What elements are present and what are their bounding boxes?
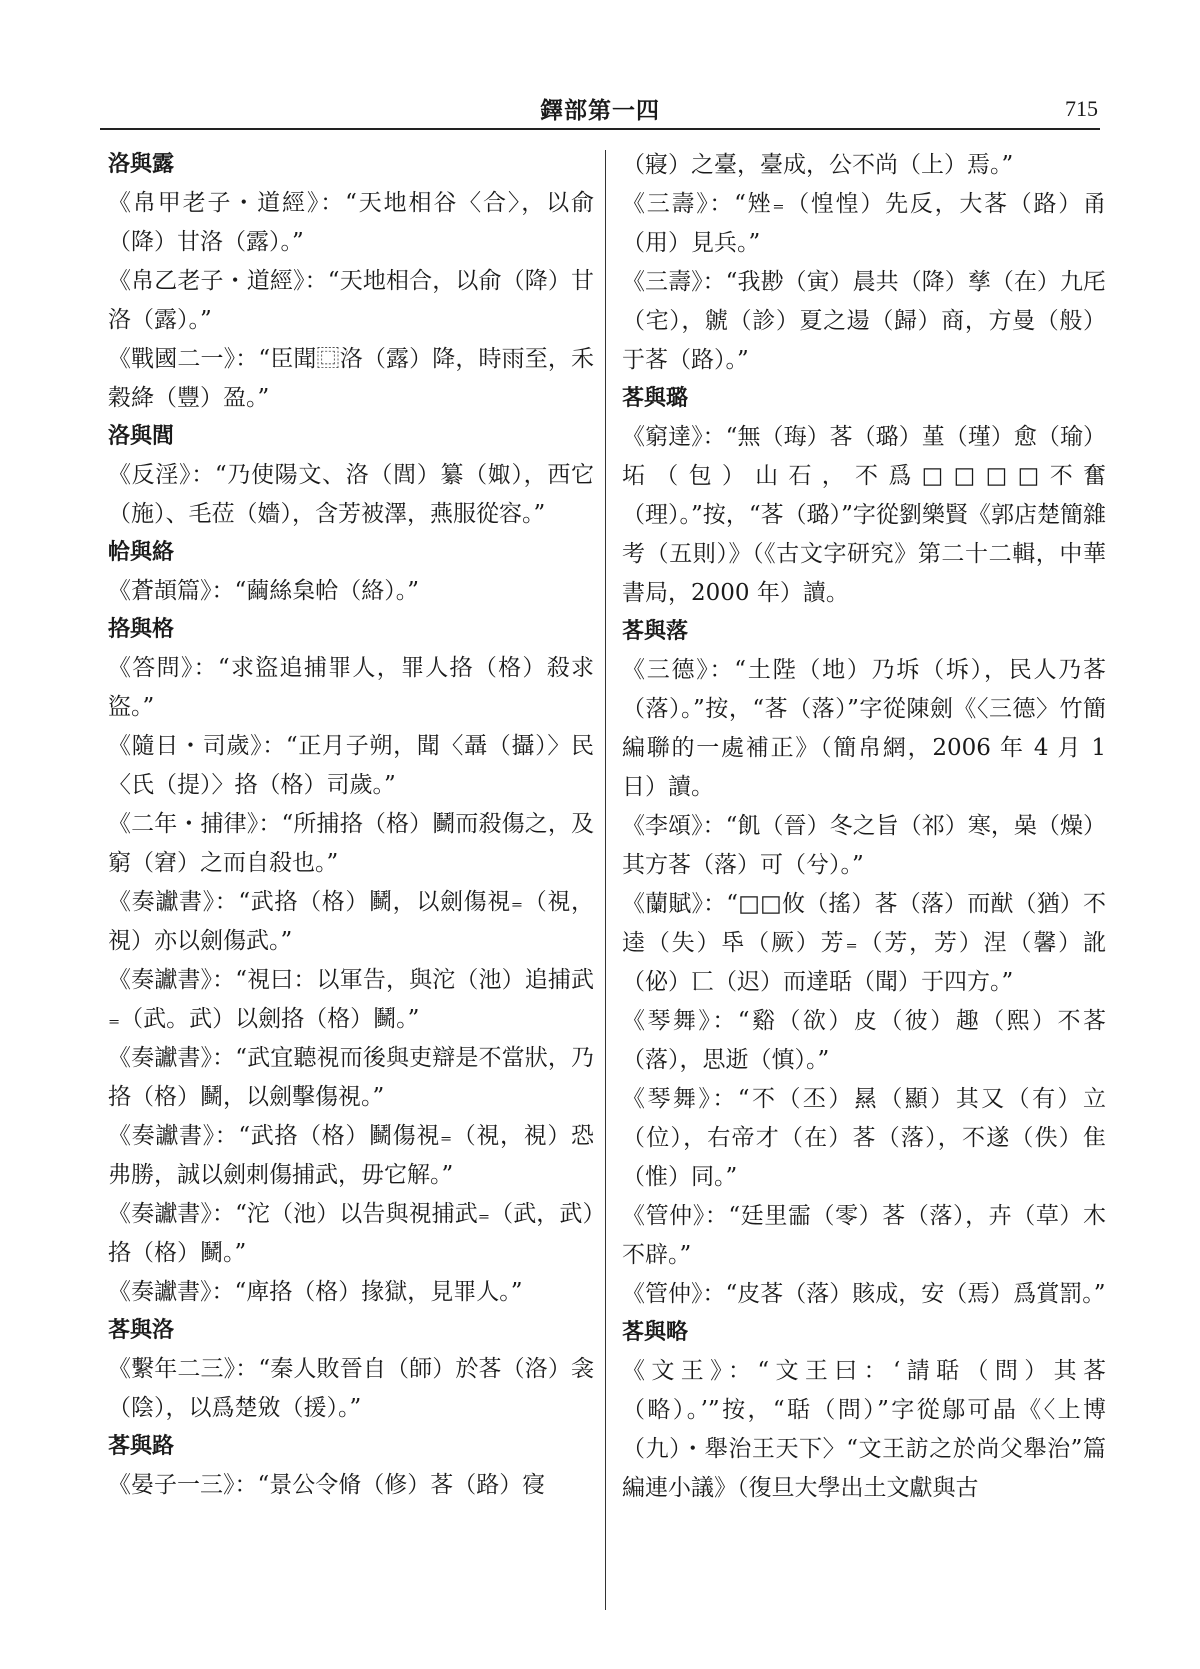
quotation-entry: 《反淫》：“乃使陽文、洛（閭）纂（娵），西它（施）、毛莅（嬙），含芳被澤，燕服從容。” (108, 462, 594, 527)
quotation-entry: 《帛甲老子・道經》：“天地相谷〈合〉，以俞（降）甘洛（露）。” (108, 190, 594, 255)
quotation-entry: 《晏子一三》：“景公令脩（修）茖（路）寑 (108, 1472, 546, 1498)
quotation-entry: 《琴舞》：“不（丕）㬎（顯）其又（有）立（位），右帝才（在）茖（落），不遂（佚）隹（惟）同。” (622, 1086, 1106, 1190)
section-heading: 洛與閭 (108, 424, 175, 449)
section-heading: 茖與洛 (108, 1318, 175, 1343)
quotation-entry: 《三壽》：“矬₌（惶惶）先反，大茖（路）甬（用）見兵。” (622, 191, 1106, 256)
page-number: 715 (1065, 96, 1098, 121)
quotation-entry: 《管仲》：“皮茖（落）賅成，安（焉）爲賞罰。” (622, 1281, 1106, 1307)
quotation-entry: 《奏讞書》：“武宜聽視而後與吏辯是不當狀，乃挌（格）鬭，以劍擊傷視。” (108, 1045, 594, 1110)
section-heading: 茖與略 (622, 1320, 689, 1345)
quotation-entry: 《蒼頡篇》：“繭絲枲帢（絡）。” (108, 578, 420, 604)
quotation-entry: 《文王》：“文王曰：‘請聒（問）其茖（略）。’”按，“聒（問）”字從鄔可晶《〈上博（九）・舉治王天下〉“文王訪之於尚父舉治”篇編連小議》（復旦大學出土文獻與古 (622, 1358, 1106, 1501)
quotation-entry: 《帛乙老子・道經》：“天地相合，以俞（降）甘洛（露）。” (108, 268, 594, 333)
section-heading: 挌與格 (108, 617, 175, 642)
quotation-entry: 《繫年二三》：“秦人敗晉自（師）於茖（洛）衾（陰），以爲楚敓（援）。” (108, 1356, 594, 1421)
quotation-entry: 《隨日・司歲》：“正月子朔，聞〈聶（攝）〉民〈氏（提）〉挌（格）司歲。” (108, 733, 594, 798)
quotation-entry: 《窮達》：“無（珻）茖（璐）堇（瑾）愈（瑜）坧（包）山石，不爲□□□□不奮（理）。”按，“茖（璐）”字從劉樂賢《郭店楚簡雜考（五則）》（《古文字研究》第二十二輯，中華書局，2000 年）讀。 (622, 424, 1106, 606)
column-divider (605, 150, 606, 1610)
page-header (100, 92, 1100, 130)
section-heading: 茖與落 (622, 619, 689, 644)
section-heading: 茖與路 (108, 1434, 175, 1459)
quotation-entry: 《奏讞書》：“沱（池）以告與視捕武₌（武，武）挌（格）鬭。” (108, 1201, 594, 1266)
quotation-entry: 《奏讞書》：“武挌（格）鬭傷視₌（視，視）恐弗勝，誠以劍刺傷捕武，毋它解。” (108, 1123, 594, 1188)
quotation-entry: 《蘭賦》：“□□攸（搖）茖（落）而猷（猶）不逵（失）氒（厥）芳₌（芳，芳）涅（馨）訛（佖）匸（迟）而達聒（聞）于四方。” (622, 891, 1106, 995)
quotation-entry: 《戰國二一》：“臣聞⿴洛（露）降，時雨至，禾穀絳（豐）盈。” (108, 346, 594, 411)
running-title: 鐸部第一四 (540, 97, 660, 124)
quotation-entry: 《奏讞書》：“武挌（格）鬭，以劍傷視₌（視，視）亦以劍傷武。” (108, 889, 594, 954)
quotation-entry: 《李頌》：“飢（晉）冬之旨（祁）寒，喿（燥）其方茖（落）可（兮）。” (622, 813, 1106, 878)
quotation-entry: 《二年・捕律》：“所捕挌（格）鬭而殺傷之，及窮（窘）之而自殺也。” (108, 811, 594, 876)
right-column (622, 146, 1106, 1508)
quotation-entry: 《答問》：“求盜追捕罪人，罪人挌（格）殺求盜。” (108, 655, 594, 720)
quotation-entry: 《奏讞書》：“庳挌（格）掾獄，見罪人。” (108, 1279, 523, 1305)
quotation-entry: 《三壽》：“我尠（寅）晨共（降）孳（在）九厇（宅），虩（診）夏之逿（歸）商，方曼（般）于茖（路）。” (622, 269, 1106, 373)
section-heading: 洛與露 (108, 152, 175, 177)
quotation-entry: 《奏讞書》：“視曰：以軍告，與沱（池）追捕武₌（武。武）以劍挌（格）鬭。” (108, 967, 594, 1032)
quotation-entry: （寢）之臺，臺成，公不尚（上）焉。” (622, 152, 1014, 178)
left-column (108, 146, 594, 1505)
section-heading: 帢與絡 (108, 540, 175, 565)
section-heading: 茖與璐 (622, 386, 689, 411)
quotation-entry: 《三德》：“土陛（地）乃坼（坼），民人乃茖（落）。”按，“茖（落）”字從陳劍《〈三德〉竹簡編聯的一處補正》（簡帛網，2006 年 4 月 1 日）讀。 (622, 657, 1106, 800)
quotation-entry: 《琴舞》：“谿（欲）皮（彼）趣（熙）不茖（落），思逝（慎）。” (622, 1008, 1106, 1073)
quotation-entry: 《管仲》：“廷里霝（零）茖（落），卉（草）木不辟。” (622, 1203, 1106, 1268)
